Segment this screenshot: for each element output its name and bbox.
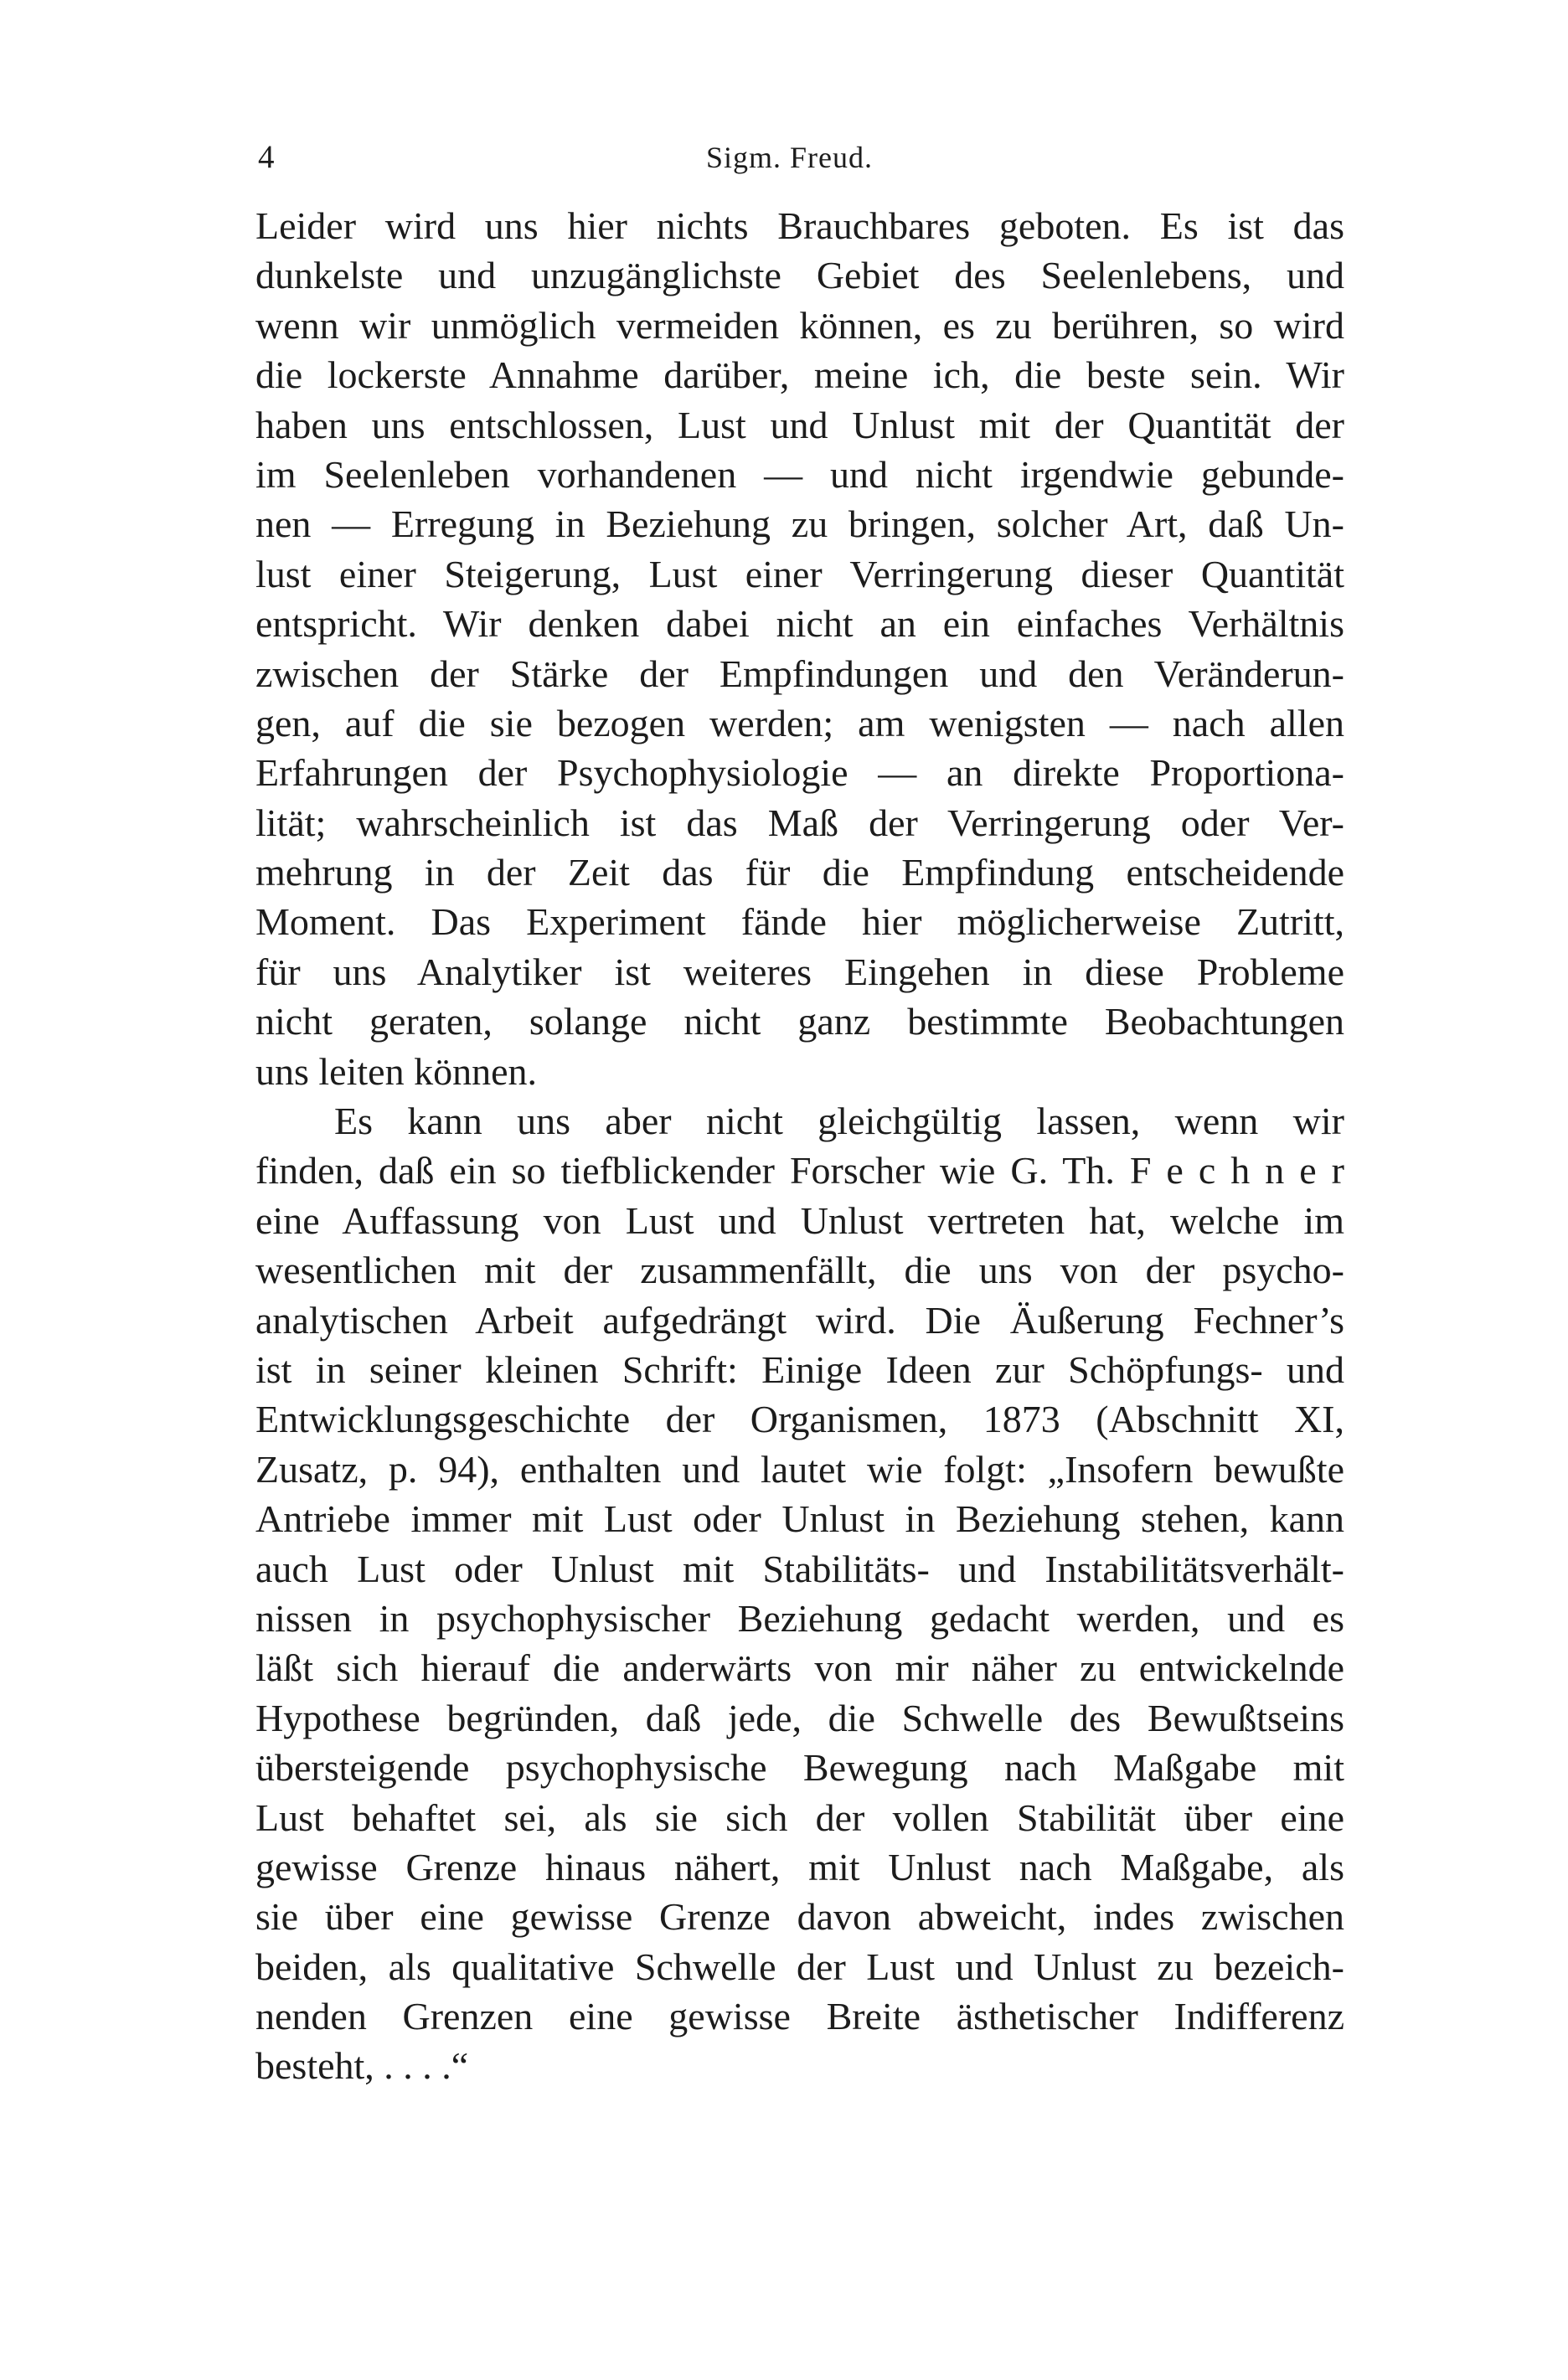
text-line: Es kann uns aber nicht gleichgültig lassen, wenn wir <box>334 1100 1344 1143</box>
text-line: die lockerste Annahme darüber, meine ich, die beste sein. Wir <box>255 353 1344 397</box>
page-header <box>258 132 1347 183</box>
text-line: Moment. Das Experiment fände hier möglicherweise Zutritt, <box>255 900 1344 944</box>
text-line: beiden, als qualitative Schwelle der Lust und Unlust zu bezeich- <box>255 1945 1344 1988</box>
text-line: nissen in psychophysischer Beziehung gedacht werden, und es <box>255 1596 1344 1640</box>
running-head: Sigm. Freud. <box>706 141 874 174</box>
text-line: Leider wird uns hier nichts Brauchbares geboten. Es ist das <box>255 204 1344 247</box>
text-line: besteht, . . . .“ <box>255 2044 469 2088</box>
text-line: Zusatz, p. 94), enthalten und lautet wie folgt: „Insofern bewußte <box>255 1447 1344 1491</box>
page-number: 4 <box>258 139 275 175</box>
text-line: wesentlichen mit der zusammenfällt, die uns von der psycho- <box>255 1249 1344 1292</box>
text-line: gewisse Grenze hinaus nähert, mit Unlust nach Maßgabe, als <box>255 1845 1344 1888</box>
body-text <box>255 201 1344 2091</box>
text-line: sie über eine gewisse Grenze davon abweicht, indes zwischen <box>255 1895 1344 1939</box>
text-line: analytischen Arbeit aufgedrängt wird. Die Äußerung Fechner’s <box>255 1298 1344 1342</box>
text-line: gen, auf die sie bezogen werden; am wenigsten — nach allen <box>255 701 1344 744</box>
text-line: Hypothese begründen, daß jede, die Schwelle des Bewußtseins <box>255 1696 1344 1739</box>
text-line: lität; wahrscheinlich ist das Maß der Verringerung oder Ver- <box>255 801 1344 844</box>
text-line: übersteigende psychophysische Bewegung nach Maßgabe mit <box>255 1746 1344 1790</box>
text-line: Lust behaftet sei, als sie sich der vollen Stabilität über eine <box>255 1795 1344 1839</box>
text-line: Antriebe immer mit Lust oder Unlust in Beziehung stehen, kann <box>255 1497 1344 1541</box>
text-line: ist in seiner kleinen Schrift: Einige Ideen zur Schöpfungs- und <box>255 1347 1344 1391</box>
text-line: uns leiten können. <box>255 1049 537 1093</box>
text-line: dunkelste und unzugänglichste Gebiet des Seelenlebens, und <box>255 254 1344 297</box>
text-line: im Seelenleben vorhandenen — und nicht irgendwie gebunde- <box>255 452 1344 496</box>
text-line: mehrung in der Zeit das für die Empfindung entscheidende <box>255 851 1344 894</box>
text-line: Erfahrungen der Psychophysiologie — an direkte Proportiona- <box>255 751 1344 795</box>
text-line: läßt sich hierauf die anderwärts von mir näher zu entwickelnde <box>255 1646 1344 1690</box>
text-line: nen — Erregung in Beziehung zu bringen, solcher Art, daß Un- <box>255 502 1344 546</box>
text-line: haben uns entschlossen, Lust und Unlust mit der Quantität der <box>255 403 1344 446</box>
text-line: finden, daß ein so tiefblickender Forscher wie G. Th. F e c h n e r <box>255 1149 1344 1193</box>
text-line: auch Lust oder Unlust mit Stabilitäts- und Instabilitätsverhält- <box>255 1547 1344 1590</box>
text-line: wenn wir unmöglich vermeiden können, es zu berühren, so wird <box>255 303 1344 347</box>
text-line: lust einer Steigerung, Lust einer Verringerung dieser Quantität <box>255 552 1344 595</box>
text-line: nicht geraten, solange nicht ganz bestimmte Beobachtungen <box>255 1000 1344 1043</box>
text-line: Entwicklungsgeschichte der Organismen, 1873 (Abschnitt XI, <box>255 1398 1344 1441</box>
text-line: nenden Grenzen eine gewisse Breite ästhetischer Indifferenz <box>255 1995 1344 2038</box>
text-line: eine Auffassung von Lust und Unlust vertreten hat, welche im <box>255 1198 1344 1242</box>
text-line: entspricht. Wir denken dabei nicht an ein einfaches Verhältnis <box>255 602 1344 646</box>
text-line: zwischen der Stärke der Empfindungen und den Veränderun- <box>255 652 1344 695</box>
text-line: für uns Analytiker ist weiteres Eingehen in diese Probleme <box>255 950 1344 993</box>
